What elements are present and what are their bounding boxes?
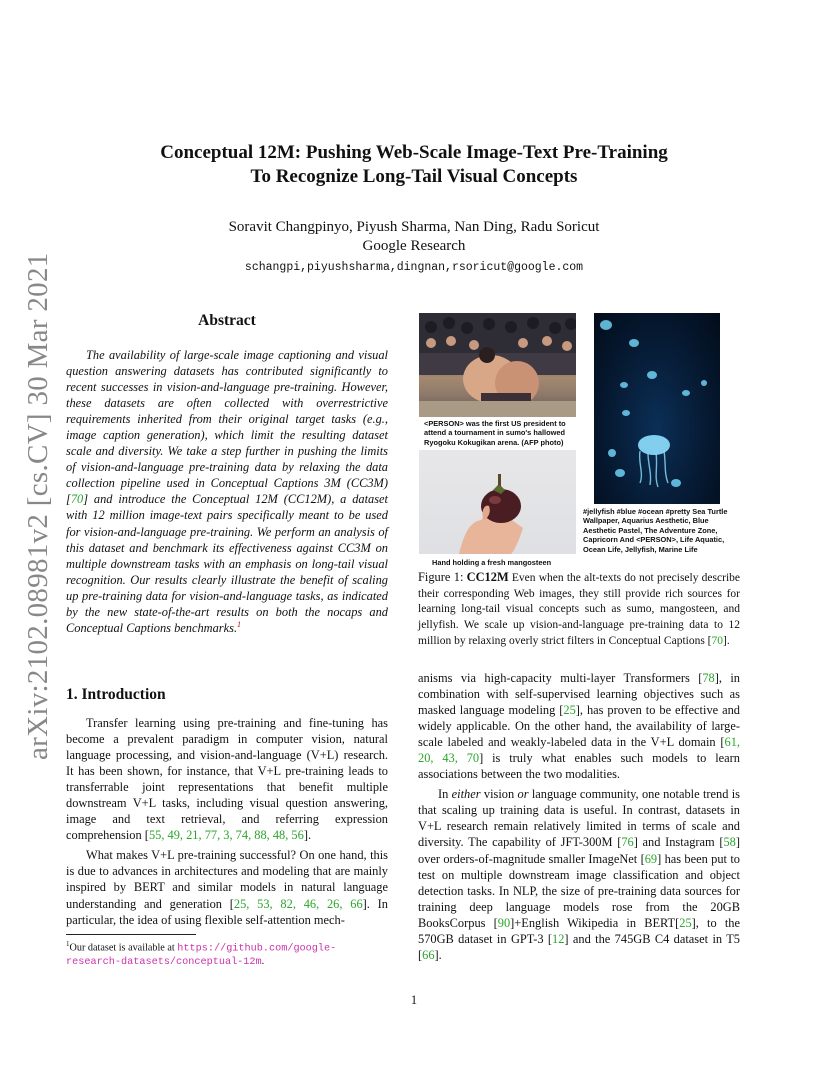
body-text: ], has proven to be effective and widely applicable. On the other hand, the availability of large-scale labeled and weakly-labeled data in the V+L domain [ (418, 703, 740, 750)
citation-link[interactable]: 66 (422, 947, 435, 962)
affiliation: Google Research (362, 238, 466, 254)
mangosteen-photo-art (419, 450, 576, 554)
figure-caption-text: Even when the alt-texts do not precisely describe their corresponding Web images, they still provide rich sources for learning long-tail visual concepts such as sumo, mangosteen, and jellyfish. We scale up vision-and-language pre-training data to 12 million by relaxing overly strict filters in Conceptual Captions [ (418, 572, 740, 647)
body-text: ], in combination with self-supervised learning objectives such as masked language modeling [ (418, 671, 740, 718)
figure-1-caption (418, 570, 740, 650)
footnote-rule (66, 934, 196, 935)
arxiv-stamp: arXiv:2102.08981v2 [cs.CV] 30 Mar 2021 (22, 252, 54, 760)
title-line-2: To Recognize Long-Tail Visual Concepts (250, 166, 578, 187)
body-text: In (438, 787, 452, 802)
paper-title (100, 141, 728, 189)
body-emphasis: or (517, 787, 529, 802)
body-text: ]. (434, 947, 442, 962)
citation-link[interactable]: 78 (702, 671, 715, 685)
body-text: ] has been put to test on multiple downstream image classification and object detection tasks. In NLP, the size of pre-training data sources for training deep language models rose from the 20GB BooksCorpus [ (418, 851, 740, 930)
citation-link[interactable]: 70 (70, 492, 84, 507)
citation-link[interactable]: 76 (621, 835, 634, 850)
citation-link[interactable]: 25 (563, 703, 576, 718)
jellyfish-alt-text: #jellyfish #blue #ocean #pretty Sea Turtle Wallpaper, Aquarius Aesthetic, Blue Aesthetic Pastel, The Adventure Zone, Capricorn And <PERSON>, Life Aquatic, Ocean Life, Jellyfish, Marine Life (583, 507, 728, 554)
abstract-body (66, 347, 388, 636)
citation-link[interactable]: 61, 20, 43, 70 (418, 735, 740, 766)
citation-link[interactable]: 69 (644, 851, 658, 866)
footnote-url-link[interactable]: https://github.com/google-research-datasets/conceptual-12m (66, 943, 337, 969)
section-heading-introduction: 1. Introduction (66, 686, 166, 703)
citation-link[interactable]: 90 (497, 915, 511, 930)
intro-text: Transfer learning using pre-training and fine-tuning has become a prevalent paradigm in computer vision, natural language processing, and vision-and-language (V+L) research. It has been shown, for instance, that V+L pre-training leads to transferrable joint representations that benefit multiple downstream V+L tasks, including visual question answering, image and text retrieval, and referring expression comprehension [ (66, 716, 388, 843)
citation-link[interactable]: 25 (679, 915, 692, 930)
body-text: vision (480, 787, 518, 802)
abstract-text-2: ] and introduce the Conceptual 12M (CC12M), a dataset with 12 million image-text pairs specifically meant to be used for vision-and-language pre-training. We perform an analysis of this dataset and benchmark its effectiveness against CC3M on multiple downstream tasks with an emphasis on long-tail visual recognition. Our results clearly illustrate the benefit of scaling up pre-training data for vision-and-language tasks, as indicated by the new state-of-the-art results on both the nocaps and Conceptual Captions benchmarks. (66, 492, 388, 635)
body-text: ] and the 745GB C4 dataset in T5 [ (418, 931, 740, 962)
citation-link[interactable]: 70 (711, 634, 724, 647)
intro-text: ]. In particular, the idea of using flexible self-attention mech- (66, 896, 388, 927)
introduction-continued (418, 670, 740, 963)
figure-bold-term: CC12M (466, 570, 509, 584)
body-emphasis: either (451, 787, 481, 802)
jellyfish-photo-art (594, 313, 720, 504)
footnote-number: 1 (66, 940, 70, 948)
footnote (66, 938, 388, 969)
figure-caption-end: ]. (723, 634, 730, 647)
right-paragraph-2 (418, 786, 740, 963)
figure-label: Figure 1: (418, 570, 464, 584)
citation-link[interactable]: 58 (723, 835, 736, 850)
email: schangpi,piyushsharma,dingnan,rsoricut@google.com (244, 261, 584, 274)
body-text: ], to the 570GB dataset in GPT-3 [ (418, 915, 740, 946)
sumo-photo (419, 313, 576, 417)
body-text: anisms via high-capacity multi-layer Transformers [ (418, 671, 703, 685)
intro-text: What makes V+L pre-training successful? On one hand, this is due to advances in architectures and modeling that are mainly inspired by BERT and similar models in natural language understanding and generation [ (66, 848, 388, 911)
jellyfish-photo (594, 313, 720, 504)
mangosteen-alt-text: Hand holding a fresh mangosteen (432, 558, 552, 567)
page-number: 1 (410, 993, 418, 1007)
authors: Soravit Changpinyo, Piyush Sharma, Nan Ding, Radu Soricut (228, 219, 600, 235)
intro-paragraph-2 (66, 847, 388, 927)
abstract-heading: Abstract (198, 312, 256, 329)
mangosteen-photo (419, 450, 576, 554)
intro-text: ]. (303, 828, 312, 843)
footnote-end: . (261, 956, 265, 968)
body-text: ] is truly what enables such models to learn associations between the two modalities. (418, 751, 741, 782)
sumo-photo-art (419, 313, 576, 417)
footnote-marker[interactable]: 1 (237, 619, 242, 629)
sumo-alt-text: <PERSON> was the first US president to attend a tournament in sumo's hallowed Ryogoku Kokugikan arena. (AFP photo) (424, 419, 566, 447)
body-text: ]+English Wikipedia in BERT[ (510, 915, 680, 930)
citation-link[interactable]: 25, 53, 82, 46, 26, 66 (233, 896, 363, 911)
citation-link[interactable]: 55, 49, 21, 77, 3, 74, 88, 48, 56 (148, 828, 304, 843)
right-paragraph-1 (418, 670, 740, 782)
intro-paragraph-1 (66, 715, 388, 843)
title-line-1: Conceptual 12M: Pushing Web-Scale Image-Text Pre-Training (160, 142, 668, 163)
body-text: ] and Instagram [ (633, 835, 724, 850)
citation-link[interactable]: 12 (552, 931, 565, 946)
body-text: language community, one notable trend is that scaling up training data is useful. In contrast, datasets in V+L research remain relatively limited in terms of scale and diversity. The capability of JFT-300M [ (418, 787, 740, 850)
body-text: ] over orders-of-magnitude smaller ImageNet [ (418, 835, 741, 866)
footnote-text: Our dataset is available at (69, 942, 178, 954)
abstract-text-1: The availability of large-scale image captioning and visual question answering datasets has contributed significantly to recent successes in vision-and-language pre-training. However, these datasets are often collected with overrestrictive requirements inherited from their original target tasks (e.g., image caption generation), which limit the resulting dataset scale and diversity. We take a step further in pushing the limits of vision-and-language pre-training data by relaxing the data collection pipeline used in Conceptual Captions 3M (CC3M) [ (66, 348, 388, 507)
introduction-body (66, 715, 388, 928)
